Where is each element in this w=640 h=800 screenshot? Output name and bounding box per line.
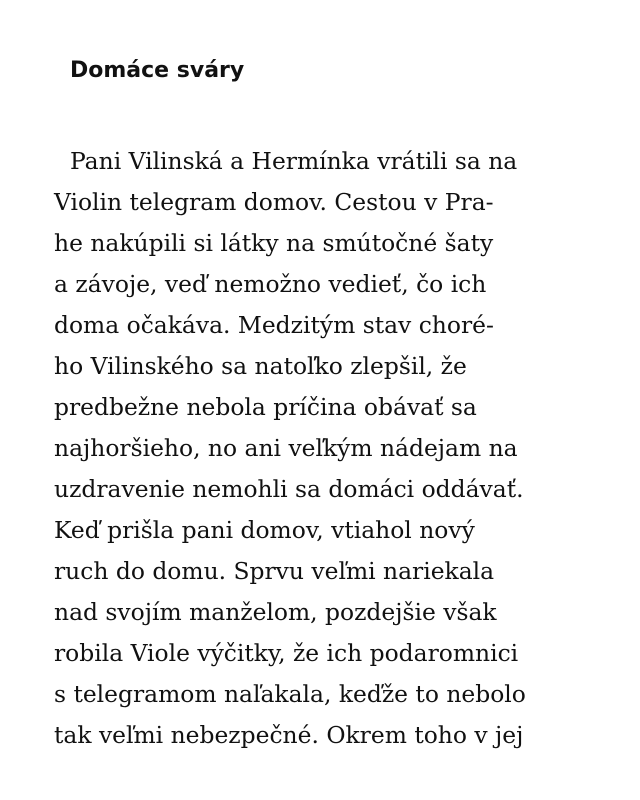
text-line: Keď prišla pani domov, vtiahol nový (54, 516, 475, 544)
text-line: Pani Vilinská a Hermínka vrátili sa na (70, 147, 518, 175)
text-line: tak veľmi nebezpečné. Okrem toho v jej (54, 721, 524, 749)
text-line: Violin telegram domov. Cestou v Pra- (54, 188, 494, 216)
text-line: ho Vilinského sa natoľko zlepšil, že (54, 352, 467, 380)
text-line: he nakúpili si látky na smútočné šaty (54, 229, 494, 257)
text-line: robila Viole výčitky, že ich podaromnici (54, 639, 519, 667)
text-line: doma očakáva. Medzitým stav choré- (54, 311, 494, 339)
text-line: s telegramom naľakala, keďže to nebolo (54, 680, 526, 708)
text-line: najhoršieho, no ani veľkým nádejam na (54, 434, 518, 462)
text-line: uzdravenie nemohli sa domáci oddávať. (54, 475, 524, 503)
text-line: ruch do domu. Sprvu veľmi nariekala (54, 557, 495, 585)
text-line: predbežne nebola príčina obávať sa (54, 393, 477, 421)
text-line: a závoje, veď nemožno vedieť, čo ich (54, 270, 487, 298)
chapter-body (54, 141, 594, 756)
text-line: nad svojím manželom, pozdejšie však (54, 598, 497, 626)
chapter-title: Domáce sváry (70, 58, 245, 83)
